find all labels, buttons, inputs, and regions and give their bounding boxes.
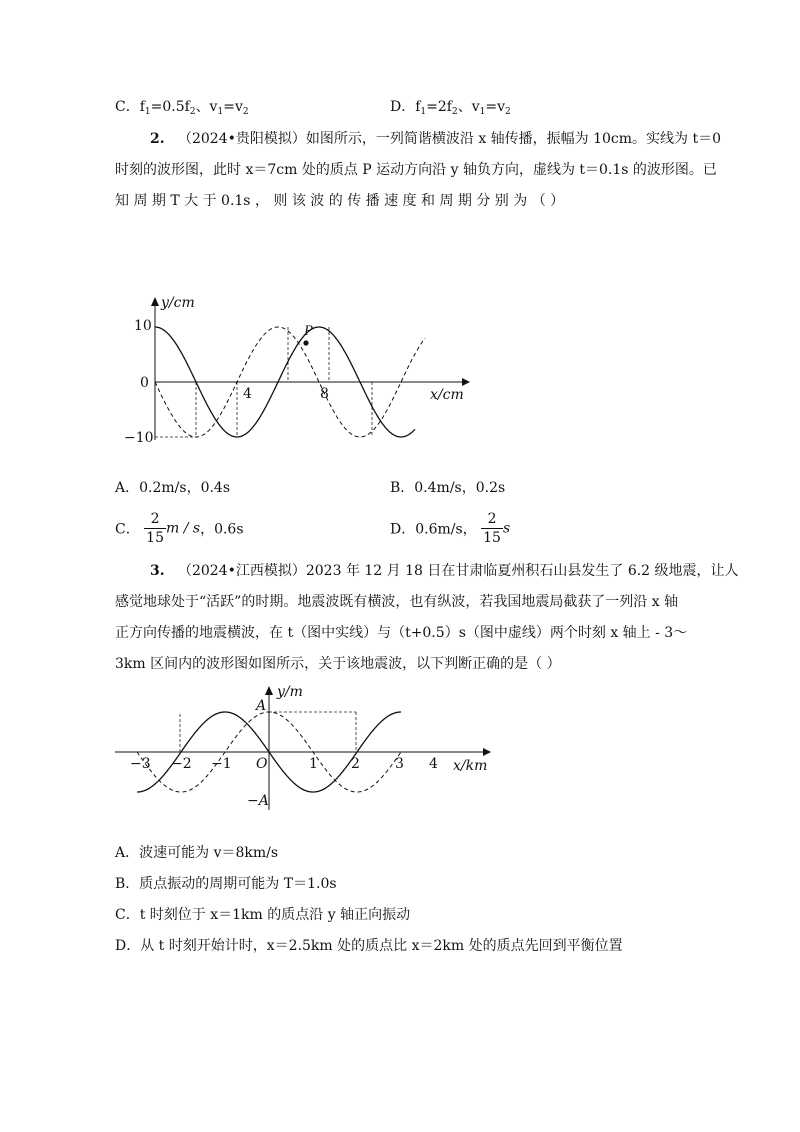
q3-option-d <box>115 936 623 956</box>
q3-stem-line3: 正方向传播的地震横波，在 t（图中实线）与（t+0.5）s（图中虚线）两个时刻 x 轴上 - 3～ <box>115 625 688 641</box>
y-axis-label: y/cm <box>161 295 195 311</box>
q2-option-d <box>390 510 510 547</box>
q3-stem-line4: 3km 区间内的波形图如图所示，关于该地震波，以下判断正确的是（ ） <box>115 656 561 672</box>
option-label: C． <box>115 907 140 923</box>
x-axis-label: x/cm <box>430 387 464 403</box>
q1-option-c <box>115 97 249 122</box>
q1-option-d <box>390 97 511 122</box>
q3-option-c <box>115 905 410 925</box>
q3-option-a <box>115 843 278 863</box>
tick-label: −A <box>247 793 269 809</box>
option-text: 从 t 时刻开始计时，x＝2.5km 处的质点比 x＝2km 处的质点先回到平衡位置 <box>140 938 623 954</box>
option-label: D． <box>390 521 416 538</box>
question-text: （2024•江西模拟）2023 年 12 月 18 日在甘肃临夏州积石山县发生了 6.2 级地震，让人 <box>177 563 739 579</box>
tick-label: 0 <box>140 375 149 391</box>
option-text: =v <box>223 99 243 115</box>
tick-label: 1 <box>309 756 318 772</box>
subscript: 1 <box>217 107 224 117</box>
option-text: f <box>415 99 421 115</box>
tick-label: 4 <box>243 386 252 402</box>
option-text: 、v <box>457 99 480 115</box>
subscript: 1 <box>420 107 427 117</box>
option-text: =2f <box>426 99 452 115</box>
q2-option-b <box>390 478 505 498</box>
point-p-marker <box>303 340 308 345</box>
x-axis-label: x/km <box>453 758 488 774</box>
fraction-denominator: 15 <box>146 530 164 546</box>
option-label: A． <box>115 845 140 861</box>
tick-label: −10 <box>124 430 154 446</box>
tick-label: 4 <box>429 756 438 772</box>
q2-wave-graph <box>120 285 480 450</box>
subscript: 1 <box>479 107 486 117</box>
option-unit: m / s <box>166 520 201 537</box>
question-text: （2024•贵阳模拟）如图所示，一列简谐横波沿 x 轴传播，振幅为 10cm。实线为 t＝0 <box>177 131 722 147</box>
option-label: C． <box>115 521 140 538</box>
q2-stem-line3: 知 周 期 T 大 于 0.1s ， 则 该 波 的 传 播 速 度 和 周 期 分 别 为 （ ） <box>115 193 565 209</box>
q2-option-a <box>115 478 230 498</box>
tick-label: 2 <box>351 756 360 772</box>
question-number: 2. <box>150 131 165 147</box>
guide-lines <box>180 712 356 752</box>
subscript: 2 <box>242 107 249 117</box>
option-label: D． <box>115 938 141 954</box>
option-text: ，0.6s <box>200 521 244 538</box>
subscript: 2 <box>505 107 511 117</box>
point-p-label: P <box>304 324 313 339</box>
fraction-numerator: 2 <box>481 510 503 529</box>
option-text: =0.5f <box>150 99 190 115</box>
option-text: 0.2m/s，0.4s <box>139 480 231 496</box>
option-text: f <box>139 99 145 115</box>
subscript: 1 <box>144 107 151 117</box>
subscript: 2 <box>189 107 196 117</box>
option-text: 波速可能为 v＝8km/s <box>139 845 279 861</box>
option-text: t 时刻位于 x＝1km 的质点沿 y 轴正向振动 <box>139 907 411 923</box>
fraction <box>144 510 166 547</box>
q3-stem-line1 <box>150 561 739 581</box>
tick-label: −2 <box>171 756 192 772</box>
y-axis-arrow <box>151 297 159 306</box>
option-label: B． <box>390 480 415 496</box>
option-label: B． <box>115 876 140 892</box>
fraction-denominator: 15 <box>483 530 501 546</box>
x-axis-arrow <box>462 378 470 386</box>
question-number: 3. <box>150 563 165 579</box>
tick-label: 10 <box>134 318 152 334</box>
fraction <box>481 510 503 547</box>
tick-label: −3 <box>130 756 151 772</box>
option-text: 0.6m/s， <box>415 521 477 538</box>
option-text: 0.4m/s，0.2s <box>414 480 506 496</box>
origin-label: O <box>256 756 268 772</box>
option-text: 质点振动的周期可能为 T＝1.0s <box>139 876 337 892</box>
q3-option-b <box>115 874 337 894</box>
option-label: A． <box>115 480 140 496</box>
option-label: C． <box>115 99 140 115</box>
option-unit: s <box>502 520 511 537</box>
fraction-numerator: 2 <box>144 510 166 529</box>
tick-label: 8 <box>320 386 329 402</box>
q2-stem-line1 <box>150 129 721 149</box>
subscript: 2 <box>451 107 458 117</box>
tick-label: −1 <box>211 756 232 772</box>
q2-option-c <box>115 510 244 547</box>
tick-label: A <box>256 698 267 714</box>
q3-stem-line2: 感觉地球处于“活跃”的时期。地震波既有横波，也有纵波，若我国地震局截获了一列沿 x 轴 <box>115 594 679 610</box>
tick-label: 3 <box>395 756 404 772</box>
option-text: 、v <box>195 99 218 115</box>
option-text: =v <box>485 99 506 115</box>
option-label: D． <box>390 99 416 115</box>
q3-wave-graph <box>110 680 500 820</box>
x-axis-arrow <box>483 748 491 756</box>
q2-stem-line2: 时刻的波形图，此时 x＝7cm 处的质点 P 运动方向沿 y 轴负方向，虚线为 t＝0.1s 的波形图。已 <box>115 162 717 178</box>
y-axis-label: y/m <box>277 684 303 700</box>
y-axis-arrow <box>265 686 273 695</box>
